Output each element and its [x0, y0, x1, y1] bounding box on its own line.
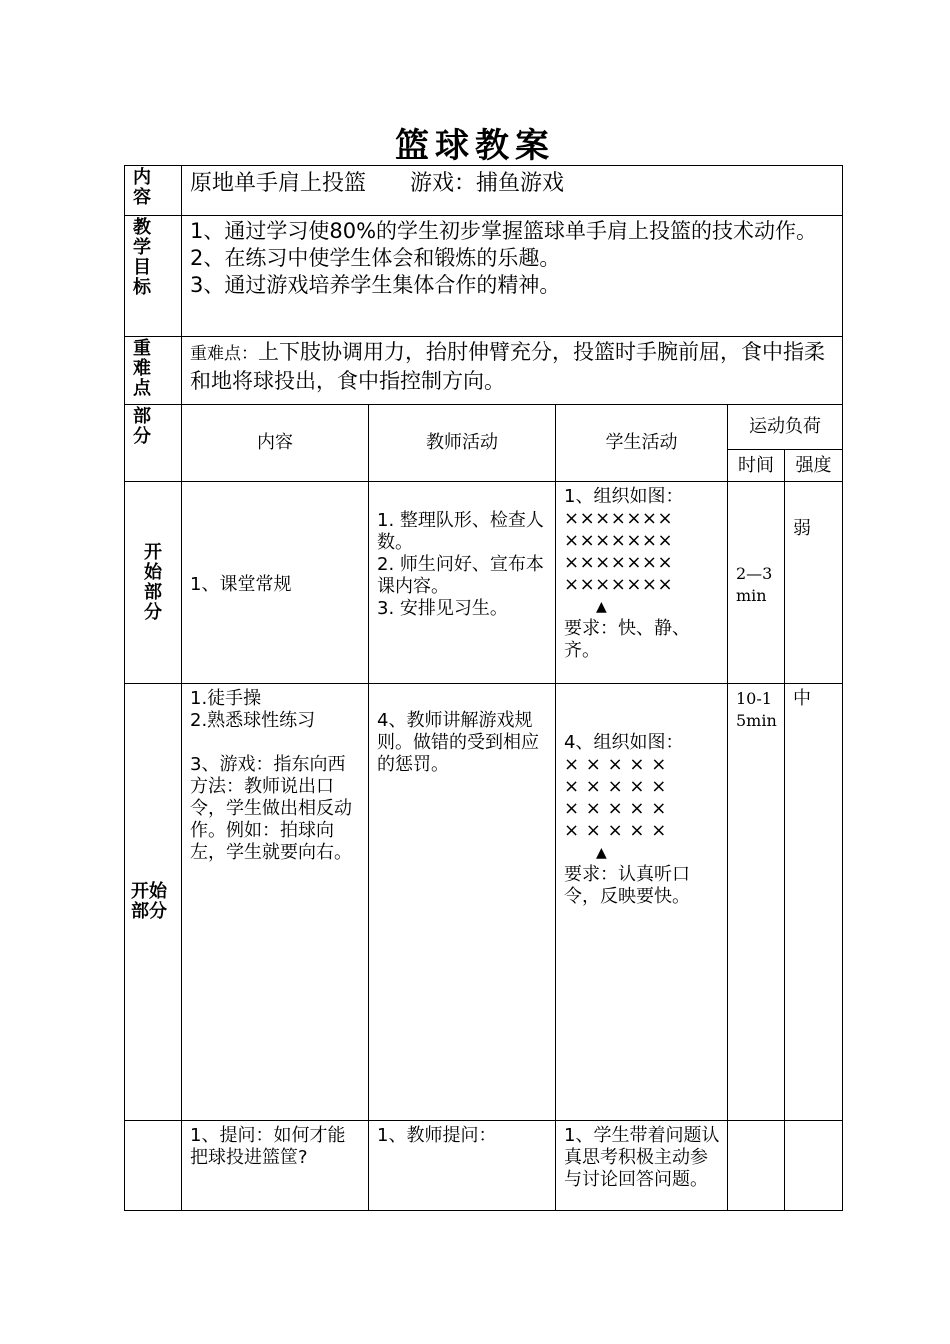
- section-row: [125, 482, 843, 684]
- section-student: [556, 482, 728, 684]
- formation-row: ×××××××: [564, 574, 674, 595]
- content-label: [125, 166, 182, 216]
- goal-item: 3、通过游戏培养学生集体合作的精神。: [190, 273, 561, 297]
- student-requirement: 要求：认真听口令，反映要快。: [564, 864, 690, 907]
- label-char: 部: [133, 406, 151, 427]
- teacher-marker-icon: ▲: [596, 845, 607, 861]
- section-teacher: [369, 684, 556, 1121]
- page-title: 篮球教案: [395, 126, 555, 166]
- content-item: 2.熟悉球性练习: [190, 710, 316, 731]
- section-label: [125, 1121, 182, 1211]
- section-content: [182, 482, 369, 684]
- label-char: 容: [133, 187, 151, 208]
- section-intensity: [785, 1121, 843, 1211]
- key-points-label: [125, 337, 182, 405]
- section-time: [728, 1121, 785, 1211]
- content-row: [125, 166, 843, 216]
- section-intensity: 中: [785, 684, 843, 1121]
- teacher-item: 2. 师生问好、宣布本课内容。: [377, 553, 544, 597]
- section-header-label: [125, 405, 182, 482]
- content-item: 1、提问：如何才能把球投进篮筐?: [190, 1125, 346, 1168]
- label-char: 学: [133, 237, 151, 258]
- teacher-item: 1、教师提问：: [377, 1125, 497, 1146]
- label-char: 重: [133, 338, 151, 359]
- key-points-body: 上下肢协调用力，抬肘伸臂充分，投篮时手腕前屈，食中指柔和地将球投出，食中指控制方向。: [190, 340, 825, 393]
- header-student: 学生活动: [556, 405, 728, 482]
- label-char: 部分: [131, 901, 167, 922]
- formation-row: ×××××××: [564, 552, 674, 573]
- goal-item: 1、通过学习使80%的学生初步掌握篮球单手肩上投篮的技术动作。: [190, 219, 818, 243]
- formation-row: ×××××××: [564, 530, 674, 551]
- formation-row: × × × × ×: [564, 776, 667, 797]
- goals-row: [125, 216, 843, 337]
- teacher-item: 4、教师讲解游戏规则。做错的受到相应的惩罚。: [377, 710, 539, 775]
- goal-item: 2、在练习中使学生体会和锻炼的乐趣。: [190, 246, 561, 270]
- content-item: 1、课堂常规: [190, 573, 292, 595]
- label-char: 目: [133, 257, 151, 278]
- label-char: 始: [144, 561, 162, 583]
- content-item: 方法：教师说出口令，学生做出相反动作。例如：拍球向左，学生就要向右。: [190, 776, 352, 863]
- header-time: 时间: [728, 450, 785, 482]
- section-intensity: 弱: [785, 482, 843, 684]
- content-item: 3、游戏：指东向西: [190, 754, 346, 775]
- formation-row: × × × × ×: [564, 798, 667, 819]
- section-content: [182, 684, 369, 1121]
- label-char: 难: [133, 358, 151, 379]
- label-char: 标: [133, 277, 151, 298]
- student-intro: 1、组织如图：: [564, 486, 684, 507]
- header-row: [125, 405, 843, 450]
- student-intro: 4、组织如图：: [564, 732, 684, 753]
- key-points-prefix: 重难点：: [190, 344, 258, 364]
- section-teacher: [369, 1121, 556, 1211]
- section-time: 2—3min: [728, 482, 785, 684]
- section-row: [125, 684, 843, 1121]
- teacher-item: 1. 整理队形、检查人数。: [377, 509, 544, 553]
- section-content: [182, 1121, 369, 1211]
- header-intensity: 强度: [785, 450, 843, 482]
- section-time: 10-15min: [728, 684, 785, 1121]
- label-char: 分: [133, 426, 151, 447]
- header-load: 运动负荷: [728, 405, 843, 450]
- student-requirement: 要求：快、静、齐。: [564, 618, 690, 661]
- section-label: [125, 482, 182, 684]
- label-char: 点: [133, 378, 151, 399]
- label-char: 开始: [131, 881, 167, 902]
- formation-row: × × × × ×: [564, 754, 667, 775]
- goals-label: [125, 216, 182, 337]
- formation-row: × × × × ×: [564, 820, 667, 841]
- section-student: 1、学生带着问题认真思考积极主动参与讨论回答问题。: [556, 1121, 728, 1211]
- label-char: 分: [144, 601, 162, 623]
- section-student: [556, 684, 728, 1121]
- content-item: 1.徒手操: [190, 688, 262, 709]
- header-content: 内容: [182, 405, 369, 482]
- label-char: 开: [144, 541, 162, 563]
- section-row: [125, 1121, 843, 1211]
- header-teacher: 教师活动: [369, 405, 556, 482]
- section-label: [125, 684, 182, 1121]
- lesson-plan-table: [124, 165, 843, 1211]
- label-char: 内: [133, 167, 151, 188]
- content-spacer: [190, 732, 362, 754]
- teacher-item: 3. 安排见习生。: [377, 597, 508, 619]
- teacher-marker-icon: ▲: [596, 599, 607, 615]
- key-points-text: [182, 337, 843, 405]
- key-points-row: [125, 337, 843, 405]
- content-text: 原地单手肩上投篮 游戏：捕鱼游戏: [182, 166, 843, 216]
- formation-row: ×××××××: [564, 508, 674, 529]
- label-char: 教: [133, 217, 151, 238]
- section-teacher: [369, 482, 556, 684]
- label-char: 部: [144, 581, 162, 603]
- goals-text: [182, 216, 843, 337]
